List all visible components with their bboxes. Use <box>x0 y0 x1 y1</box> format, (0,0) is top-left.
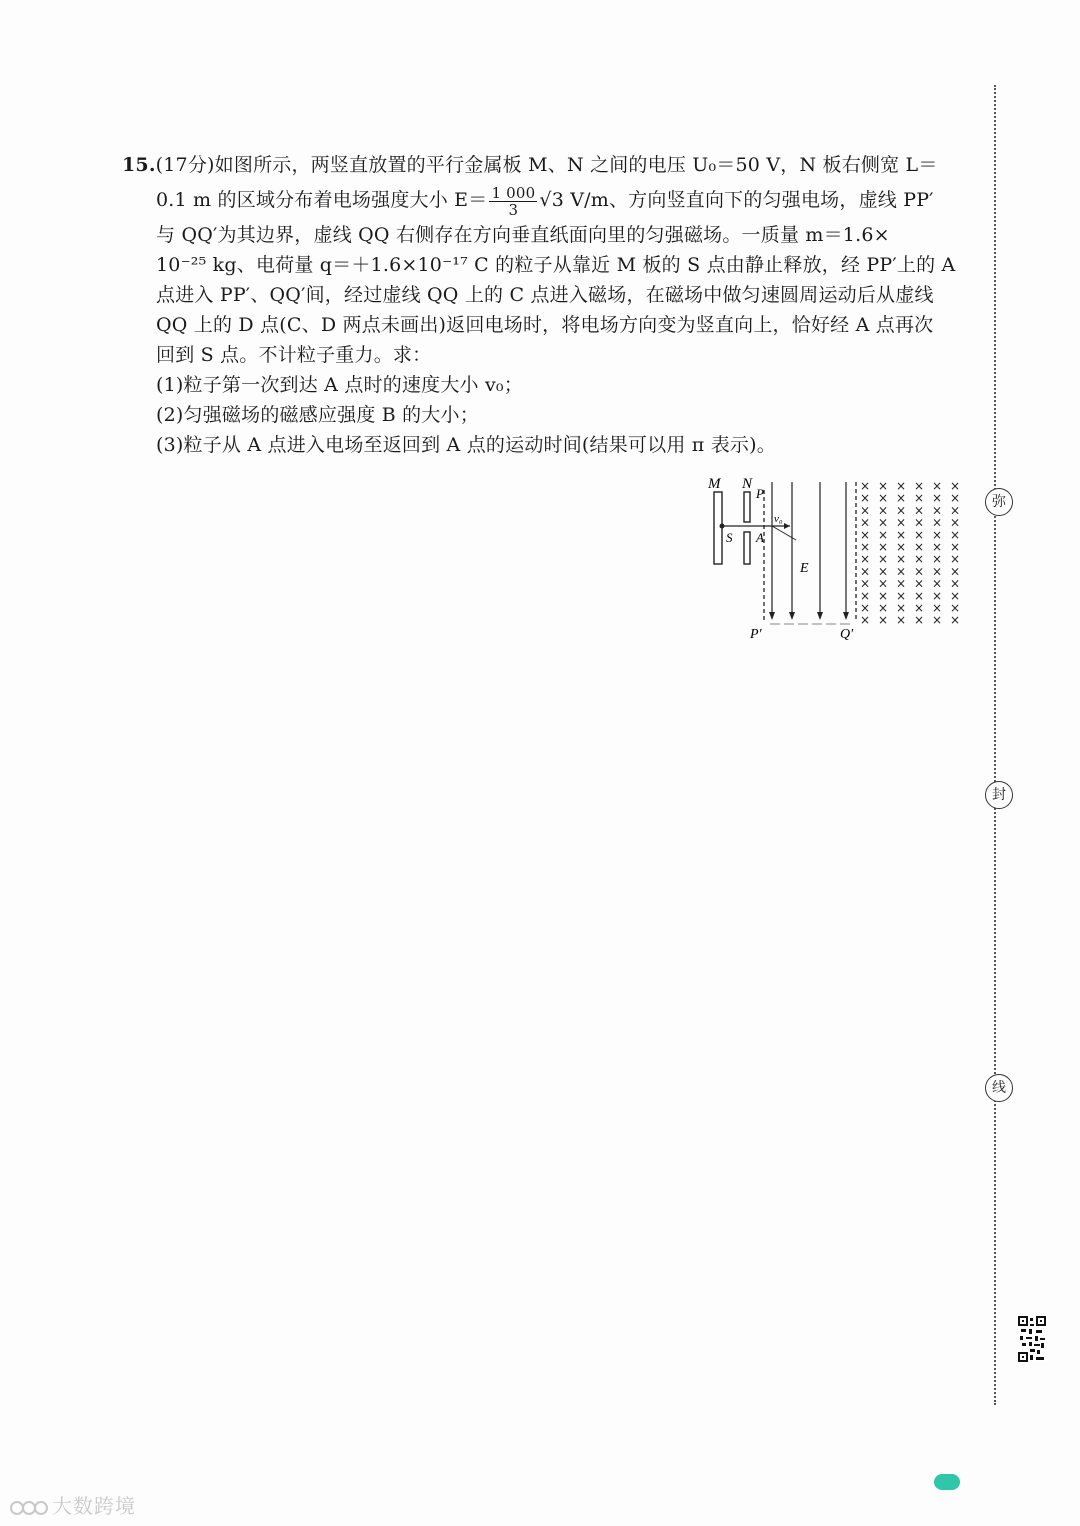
question-line-5: 点进入 PP′、QQ′间，经过虚线 QQ 上的 C 点进入磁场，在磁场中做匀速圆周运动后从虚线 <box>156 284 934 306</box>
field-cross: × <box>950 613 961 628</box>
field-cross: × <box>932 564 943 579</box>
field-cross: × <box>878 515 889 530</box>
label-N: N <box>742 476 753 492</box>
field-cross: × <box>914 601 925 615</box>
label-S: S <box>726 530 733 545</box>
field-cross: × <box>950 540 961 554</box>
field-cross: × <box>860 613 871 628</box>
field-cross: × <box>914 491 925 506</box>
question-number: 15. <box>122 154 156 176</box>
v0-arrowhead <box>784 523 790 529</box>
watermark <box>10 1490 136 1519</box>
field-cross: × <box>878 503 889 518</box>
field-cross: × <box>932 479 943 493</box>
field-cross: × <box>860 552 871 567</box>
field-cross: × <box>860 491 871 506</box>
field-cross: × <box>860 576 871 591</box>
field-cross: × <box>932 515 943 530</box>
field-cross: × <box>950 491 961 506</box>
question-line-4: 10⁻²⁵ kg、电荷量 q＝＋1.6×10⁻¹⁷ C 的粒子从靠近 M 板的 S 点由静止释放，经 PP′上的 A <box>156 254 956 276</box>
field-cross: × <box>950 588 961 603</box>
field-cross: × <box>896 552 907 567</box>
field-cross: × <box>878 540 889 554</box>
field-cross: × <box>896 540 907 554</box>
question-line-2 <box>122 180 964 220</box>
field-cross: × <box>878 588 889 603</box>
field-cross: × <box>950 576 961 591</box>
question-line-6: QQ 上的 D 点(C、D 两点未画出)返回电场时，将电场方向变为竖直向上，恰好经 A 点再次 <box>156 314 934 336</box>
scan-indicator-pill <box>934 1474 960 1490</box>
question-15 <box>122 150 964 460</box>
question-text-line-1: 如图所示，两竖直放置的平行金属板 M、N 之间的电压 U₀＝50 V，N 板右侧宽 L＝ <box>214 154 938 176</box>
field-cross: × <box>950 515 961 530</box>
field-cross: × <box>896 564 907 579</box>
question-line-3: 与 QQ′为其边界，虚线 QQ 右侧存在方向垂直纸面向里的匀强磁场。一质量 m＝1.6× <box>156 224 890 246</box>
seal-mi: 弥 <box>985 488 1013 516</box>
field-cross: × <box>914 552 925 567</box>
seal-feng: 封 <box>985 781 1013 809</box>
watermark-logo-icon <box>10 1498 48 1518</box>
diagram-svg <box>700 470 970 650</box>
field-cross: × <box>860 588 871 603</box>
field-cross: × <box>896 588 907 603</box>
field-cross: × <box>860 564 871 579</box>
field-cross: × <box>950 564 961 579</box>
field-cross: × <box>860 527 871 542</box>
field-cross: × <box>914 527 925 542</box>
field-cross: × <box>914 576 925 591</box>
seal-xian: 线 <box>985 1074 1013 1102</box>
field-cross: × <box>932 601 943 615</box>
label-A: A <box>756 530 764 545</box>
label-E: E <box>800 561 809 576</box>
field-cross: × <box>878 576 889 591</box>
field-cross: × <box>932 503 943 518</box>
field-cross: × <box>914 540 925 554</box>
field-cross: × <box>896 601 907 615</box>
physics-diagram <box>700 470 970 650</box>
field-cross: × <box>896 491 907 506</box>
label-Q-prime: Q′ <box>840 627 854 642</box>
plate-N-lower <box>744 532 750 564</box>
field-cross: × <box>860 515 871 530</box>
field-cross: × <box>950 503 961 518</box>
field-cross: × <box>860 540 871 554</box>
field-cross: × <box>878 613 889 628</box>
sub-question-1: (1)粒子第一次到达 A 点时的速度大小 v₀； <box>156 374 523 396</box>
field-cross: × <box>914 515 925 530</box>
electric-field-lines <box>769 482 849 620</box>
field-cross: × <box>950 527 961 542</box>
field-cross: × <box>914 479 925 493</box>
field-cross: × <box>878 527 889 542</box>
field-cross: × <box>860 503 871 518</box>
field-cross: × <box>914 564 925 579</box>
label-M: M <box>708 476 721 492</box>
field-cross: × <box>914 503 925 518</box>
field-cross: × <box>950 479 961 493</box>
field-cross: × <box>950 552 961 567</box>
field-cross: × <box>914 588 925 603</box>
field-cross: × <box>896 576 907 591</box>
question-points: (17分) <box>155 154 215 176</box>
fraction-numerator: 1 000 <box>491 183 536 202</box>
field-cross: × <box>896 503 907 518</box>
fraction-denominator: 3 <box>508 200 519 219</box>
label-v0: v₀ <box>774 513 783 525</box>
field-cross: × <box>878 491 889 506</box>
field-cross: × <box>860 479 871 493</box>
binding-dotted-line <box>994 85 996 1405</box>
field-cross: × <box>896 515 907 530</box>
field-cross: × <box>914 613 925 628</box>
field-strength-fraction <box>489 185 537 218</box>
field-cross: × <box>932 588 943 603</box>
field-cross: × <box>932 527 943 542</box>
plate-N-upper <box>744 492 750 522</box>
field-cross: × <box>932 613 943 628</box>
qr-code-graphic <box>1018 1316 1046 1362</box>
field-cross: × <box>896 479 907 493</box>
point-S <box>720 524 725 529</box>
field-cross: × <box>878 564 889 579</box>
question-text-line-2b: √3 V/m、方向竖直向下的匀强电场，虚线 PP′ <box>539 189 934 211</box>
field-cross: × <box>860 601 871 615</box>
sub-question-3: (3)粒子从 A 点进入电场至返回到 A 点的运动时间(结果可以用 π 表示)。 <box>156 434 776 456</box>
magnetic-field-crosses <box>860 479 960 627</box>
field-cross: × <box>932 540 943 554</box>
question-line-7: 回到 S 点。不计粒子重力。求： <box>156 344 432 366</box>
field-cross: × <box>878 601 889 615</box>
field-cross: × <box>896 613 907 628</box>
field-cross: × <box>932 576 943 591</box>
question-line-1 <box>122 150 964 180</box>
sub-question-2: (2)匀强磁场的磁感应强度 B 的大小； <box>156 404 479 426</box>
qr-code <box>1018 1316 1046 1362</box>
field-cross: × <box>896 527 907 542</box>
field-cross: × <box>950 601 961 615</box>
field-cross: × <box>932 491 943 506</box>
field-cross: × <box>932 552 943 567</box>
label-P-prime: P′ <box>750 627 762 642</box>
label-P: P <box>756 486 764 501</box>
field-cross: × <box>878 552 889 567</box>
field-cross: × <box>878 479 889 493</box>
question-text-line-2a: 0.1 m 的区域分布着电场强度大小 E＝ <box>156 189 488 211</box>
watermark-text: 大数跨境 <box>52 1494 136 1518</box>
